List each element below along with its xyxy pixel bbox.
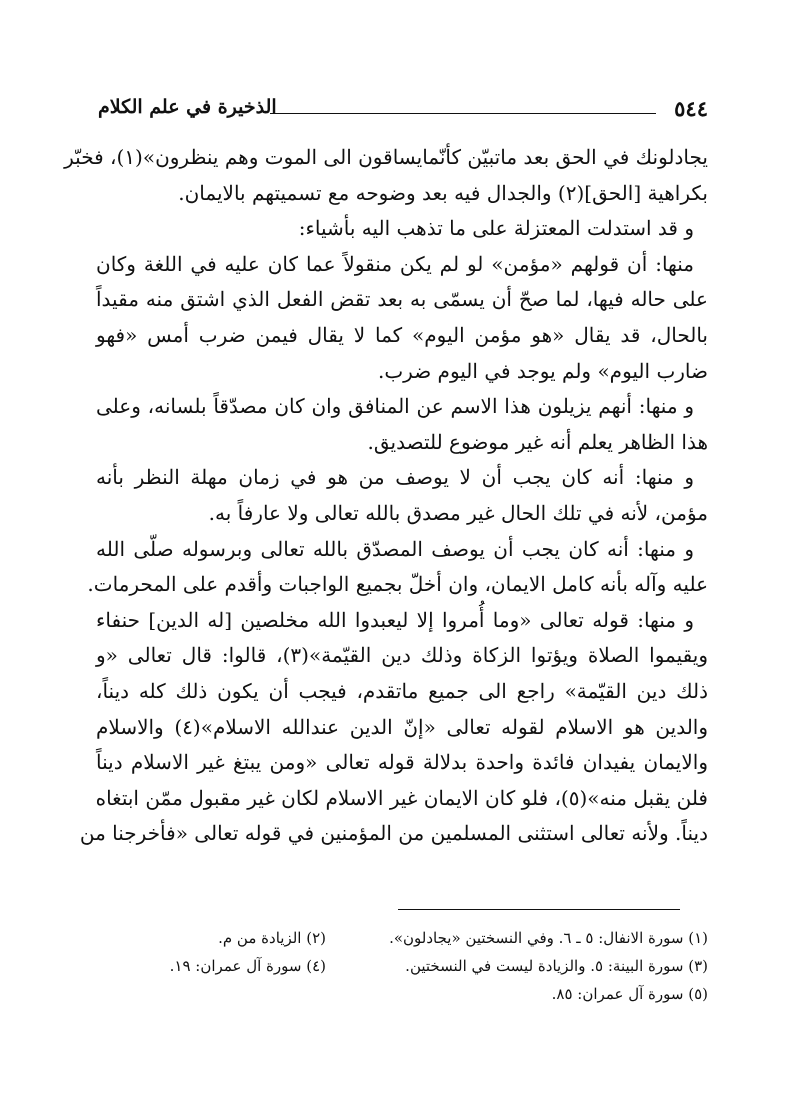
body-line: و منها: أنهم يزيلون هذا الاسم عن المنافق وان كان مصدّقاً بلسانه، وعلى (96, 394, 694, 419)
body-line: عليه وآله بأنه كامل الايمان، وان أخلّ بجميع الواجبات وأقدم على المحرمات. (87, 572, 708, 597)
footnote-3: (٣) سورة البينة: ٥. والزيادة ليست في النسختين. (405, 957, 708, 975)
body-line: فلن يقبل منه»(٥)، فلو كان الايمان غير الاسلام لكان غير مقبول ممّن ابتغاه (95, 785, 708, 810)
body-line: والدين هو الاسلام لقوله تعالى «إنّ الدين عندالله الاسلام»(٤) والاسلام (96, 714, 709, 739)
footnote-4: (٤) سورة آل عمران: ١٩. (169, 957, 326, 975)
body-line: ويقيموا الصلاة ويؤتوا الزكاة وذلك دين القيّمة»(٣)، قالوا: قال تعالى «و (96, 643, 708, 668)
body-line: و منها: أنه كان يجب أن لا يوصف من هو في زمان مهلة النظر بأنه (96, 465, 694, 490)
header-rule (270, 113, 656, 114)
body-line: بالحال، قد يقال «هو مؤمن اليوم» كما لا يقال فيمن ضرب أمس «فهو (96, 322, 708, 347)
footnotes (96, 924, 708, 1008)
page-header (98, 94, 708, 124)
body-line: هذا الظاهر يعلم أنه غير موضوع للتصديق. (367, 429, 708, 454)
body-line: ديناً. ولأنه تعالى استثنى المسلمين من المؤمنين في قوله تعالى «فأخرجنا من (79, 821, 708, 846)
footnote-row (96, 980, 708, 1008)
body-line: يجادلونك في الحق بعد ماتبيّن كأنّمايساقون الى الموت وهم ينظرون»(١)، فخبّر (64, 145, 708, 169)
body-line: ضارب اليوم» ولم يوجد في اليوم ضرب. (378, 358, 708, 383)
footnote-2: (٢) الزيادة من م. (218, 929, 326, 947)
footnote-row (96, 952, 708, 980)
body-line: والايمان يفيدان فائدة واحدة بدلالة قوله تعالى «ومن يبتغ غير الاسلام ديناً (96, 750, 708, 775)
running-title: الذخيرة في علم الكلام (98, 96, 277, 118)
footnote-5: (٥) سورة آل عمران: ٨٥. (551, 985, 708, 1003)
body-line: و قد استدلت المعتزلة على ما تذهب اليه بأشياء: (298, 216, 694, 241)
footnote-1: (١) سورة الانفال: ٥ ـ ٦. وفي النسختين «يجادلون». (389, 929, 708, 947)
footnote-separator (398, 909, 680, 910)
body-line: منها: أن قولهم «مؤمن» لو لم يكن منقولاً عما كان عليه في اللغة وكان (96, 251, 694, 276)
footnote-row (96, 924, 708, 952)
body-line: و منها: أنه كان يجب أن يوصف المصدّق بالله تعالى وبرسوله صلّى الله (96, 536, 694, 561)
body-line: بكراهية [الحق](٢) والجدال فيه بعد وضوحه مع تسميتهم بالايمان. (178, 180, 708, 205)
body-line: على حاله فيها، لما صحّ أن يسمّى به بعد تقض الفعل الذي اشتق منه مقيداً (96, 287, 708, 312)
page-number: ٥٤٤ (674, 96, 708, 121)
body-line: ذلك دين القيّمة» راجع الى جميع ماتقدم، فيجب أن يكون ذلك كله ديناً، (96, 678, 708, 703)
body-line: و منها: قوله تعالى «وما أُمروا إلا ليعبدوا الله مخلصين [له الدين] حنفاء (96, 607, 694, 632)
body-line: مؤمن، لأنه في تلك الحال غير مصدق بالله تعالى ولا عارفاً به. (208, 500, 708, 525)
body-text (64, 140, 709, 852)
